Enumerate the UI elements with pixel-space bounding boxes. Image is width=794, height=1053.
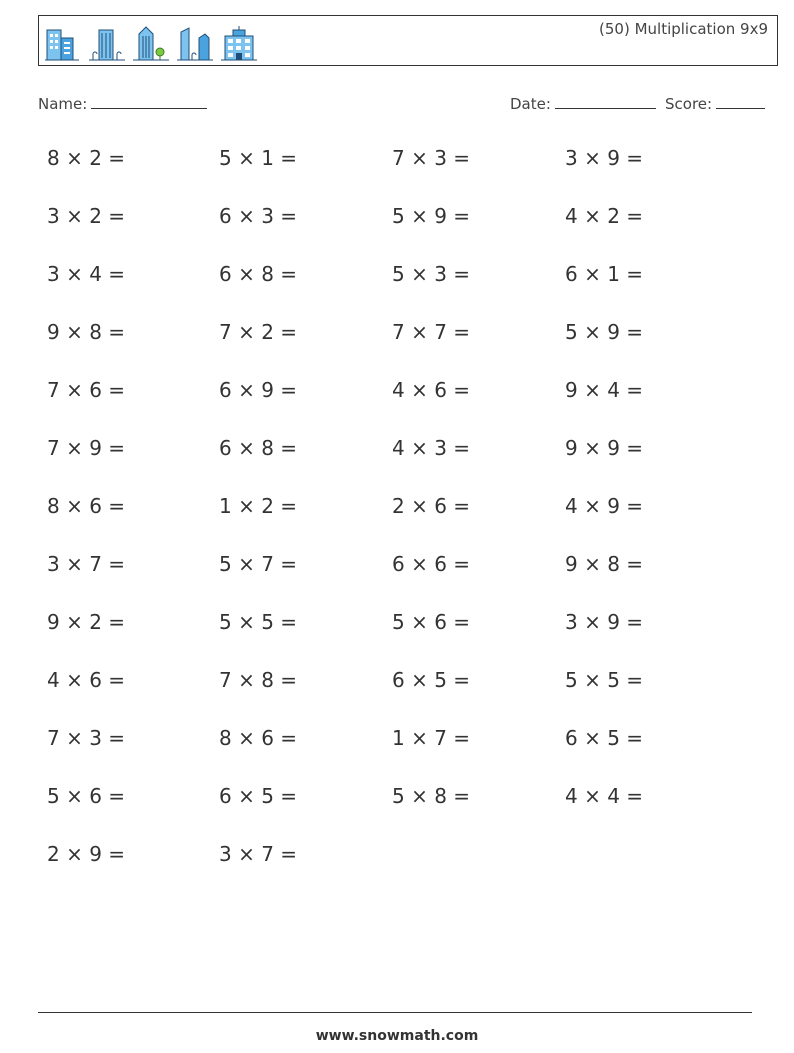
problem-item: 6 × 9 = [219,378,298,402]
problem-item: 8 × 6 = [47,494,126,518]
problem-item: 2 × 6 = [392,494,471,518]
problem-item: 3 × 7 = [219,842,298,866]
problem-item: 7 × 2 = [219,320,298,344]
problem-item: 7 × 6 = [47,378,126,402]
problem-item: 7 × 9 = [47,436,126,460]
problem-item: 9 × 8 = [565,552,644,576]
problem-item: 4 × 2 = [565,204,644,228]
problem-item: 3 × 7 = [47,552,126,576]
date-blank[interactable] [555,92,656,109]
twin-towers-icon [177,24,213,62]
problem-item: 5 × 6 = [47,784,126,808]
problem-item: 3 × 2 = [47,204,126,228]
problem-item: 1 × 2 = [219,494,298,518]
problem-item: 2 × 9 = [47,842,126,866]
problem-item: 3 × 9 = [565,610,644,634]
problem-item: 6 × 5 = [219,784,298,808]
problem-item: 5 × 3 = [392,262,471,286]
problem-item: 7 × 8 = [219,668,298,692]
apartment-building-icon [221,24,257,62]
date-label: Date: [510,95,551,113]
problem-item: 7 × 3 = [47,726,126,750]
problem-item: 5 × 9 = [392,204,471,228]
problem-item: 3 × 4 = [47,262,126,286]
office-building-icon [45,24,81,62]
name-label: Name: [38,95,88,113]
name-blank[interactable] [91,92,207,109]
problem-item: 9 × 2 = [47,610,126,634]
building-icons [45,22,257,62]
name-field[interactable] [38,92,207,113]
date-field[interactable] [510,92,656,113]
problem-item: 5 × 7 = [219,552,298,576]
score-blank[interactable] [716,92,765,109]
problem-item: 6 × 1 = [565,262,644,286]
problem-item: 5 × 6 = [392,610,471,634]
student-info-row [38,92,770,114]
problem-item: 6 × 5 = [565,726,644,750]
problem-item: 8 × 6 = [219,726,298,750]
tower-tree-icon [133,24,169,62]
problem-item: 5 × 9 = [565,320,644,344]
problem-item: 8 × 2 = [47,146,126,170]
problem-item: 6 × 8 = [219,262,298,286]
skyscraper-icon [89,24,125,62]
problem-item: 6 × 8 = [219,436,298,460]
problem-item: 3 × 9 = [565,146,644,170]
problem-item: 4 × 6 = [47,668,126,692]
worksheet-title: (50) Multiplication 9x9 [599,20,768,38]
problem-item: 4 × 3 = [392,436,471,460]
problem-item: 7 × 7 = [392,320,471,344]
problem-item: 4 × 9 = [565,494,644,518]
problem-item: 6 × 6 = [392,552,471,576]
problem-item: 9 × 4 = [565,378,644,402]
footer-url: www.snowmath.com [315,1028,479,1044]
problem-item: 1 × 7 = [392,726,471,750]
problem-item: 5 × 8 = [392,784,471,808]
problem-item: 4 × 4 = [565,784,644,808]
problem-item: 6 × 3 = [219,204,298,228]
problem-item: 6 × 5 = [392,668,471,692]
footer-divider [38,1012,752,1013]
problem-item: 5 × 5 = [219,610,298,634]
score-label: Score: [665,95,713,113]
score-field[interactable] [665,92,765,113]
problem-item: 5 × 1 = [219,146,298,170]
problem-item: 4 × 6 = [392,378,471,402]
problem-item: 9 × 8 = [47,320,126,344]
worksheet-header [38,15,778,66]
problem-item: 5 × 5 = [565,668,644,692]
problem-item: 7 × 3 = [392,146,471,170]
problem-item: 9 × 9 = [565,436,644,460]
